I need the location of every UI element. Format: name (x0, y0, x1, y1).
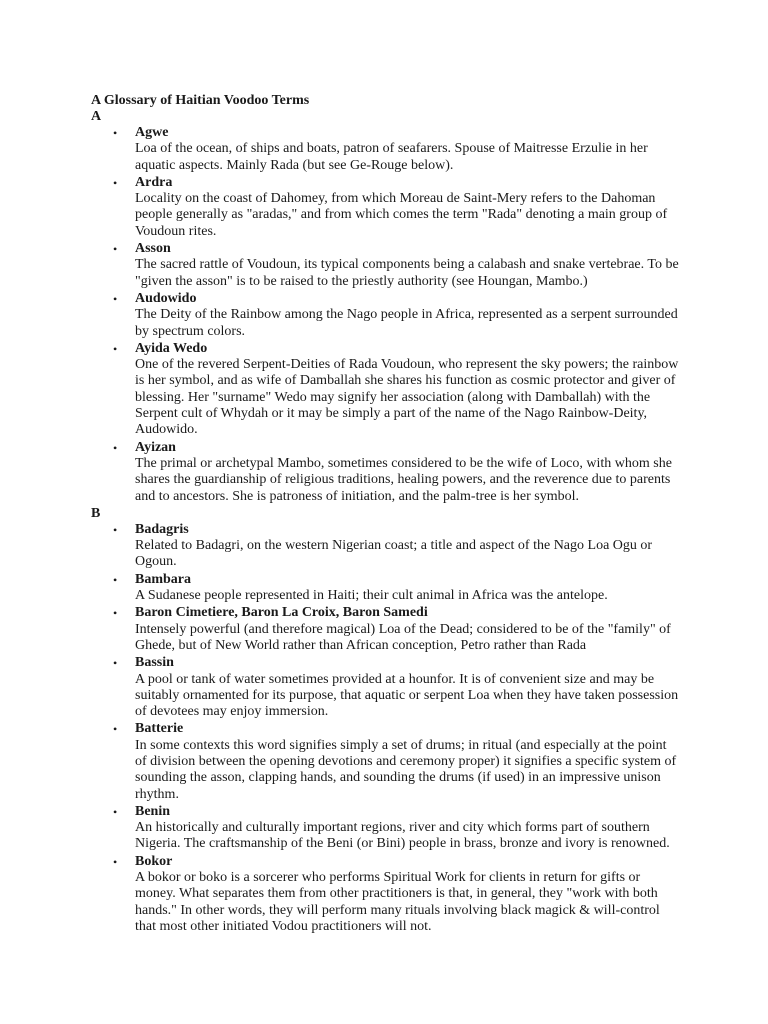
glossary-entry (91, 854, 691, 935)
document-title: A Glossary of Haitian Voodoo Terms (91, 93, 310, 108)
bullet-icon: • (113, 722, 118, 737)
entry-definition: Intensely powerful (and therefore magical) Loa of the Dead; considered to be of the "family" of Ghede, but of New World rather than African conception, Petro rather than Rada (135, 621, 671, 653)
entry-term: Batterie (135, 721, 184, 737)
glossary-section-b (91, 506, 691, 935)
entry-definition: An historically and culturally important regions, river and city which forms part of southern Nigeria. The craftsmanship of the Beni (or Bini) people in brass, bronze and ivory is renowned. (135, 820, 670, 852)
bullet-icon: • (113, 522, 118, 537)
glossary-entry (91, 241, 691, 290)
entry-term: Ayizan (135, 439, 176, 455)
entry-term: Bambara (135, 571, 191, 587)
bullet-icon: • (113, 242, 118, 257)
glossary-entry (91, 440, 691, 505)
entry-term: Agwe (135, 125, 169, 140)
bullet-icon: • (113, 440, 118, 455)
entry-term: Audowido (135, 290, 197, 306)
glossary-entry (91, 291, 691, 340)
entry-list (91, 522, 691, 935)
glossary-entry (91, 175, 691, 240)
glossary-entry (91, 341, 691, 439)
glossary-section-a (91, 109, 691, 505)
entry-term: Bokor (135, 853, 173, 869)
glossary-entry (91, 804, 691, 853)
entry-definition: The primal or archetypal Mambo, sometimes considered to be the wife of Loco, with whom she shares the guardianship of religious traditions, healing powers, and the reverence due to parents and to ancestors. She is patroness of initiation, and the palm-tree is her symbol. (135, 455, 672, 504)
entry-definition: A Sudanese people represented in Haiti; their cult animal in Africa was the antelope. (135, 588, 608, 604)
bullet-icon: • (113, 606, 118, 621)
bullet-icon: • (113, 291, 118, 306)
entry-term: Badagris (135, 521, 189, 537)
glossary-page (91, 93, 691, 936)
glossary-entry (91, 605, 691, 654)
bullet-icon: • (113, 175, 118, 190)
entry-definition: A pool or tank of water sometimes provided at a hounfor. It is of convenient size and may be suitably ornamented for its purpose, that aquatic or serpent Loa when they have taken possession of devotees may enjoy immersion. (135, 671, 679, 720)
entry-term: Baron Cimetiere, Baron La Croix, Baron Samedi (135, 605, 428, 621)
entry-definition: A bokor or boko is a sorcerer who performs Spiritual Work for clients in return for gifts or money. What separates them from other practitioners is that, in general, they "work with both hands." In other words, they will perform many rituals involving black magick & will-control that most other initiated Vodou practitioners will not. (135, 870, 660, 934)
glossary-sections (91, 109, 691, 935)
glossary-entry (91, 655, 691, 720)
bullet-icon: • (113, 656, 118, 671)
entry-definition: The sacred rattle of Voudoun, its typical components being a calabash and snake vertebrae. To be "given the asson" is to be raised to the priestly authority (see Houngan, Mambo.) (135, 257, 679, 289)
entry-definition: The Deity of the Rainbow among the Nago people in Africa, represented as a serpent surrounded by spectrum colors. (135, 307, 678, 339)
entry-term: Benin (135, 803, 171, 819)
entry-definition: Locality on the coast of Dahomey, from which Moreau de Saint-Mery refers to the Dahoman people generally as "aradas," and from which comes the term "Rada" denoting a main group of Voudoun rites. (135, 191, 668, 239)
glossary-entry (91, 572, 691, 605)
entry-list (91, 125, 691, 505)
entry-term: Ardra (135, 174, 173, 190)
entry-term: Ayida Wedo (135, 340, 208, 356)
entry-definition: Loa of the ocean, of ships and boats, patron of seafarers. Spouse of Maitresse Erzulie in her aquatic aspects. Mainly Rada (but see Ge-Rouge below). (135, 141, 648, 173)
entry-definition: In some contexts this word signifies simply a set of drums; in ritual (and especially at the point of division between the opening devotions and ceremony proper) it signifies a specific system of sounding the asson, clapping hands, and sounding the drums (if used) in an impressive unison rhythm. (135, 737, 677, 802)
bullet-icon: • (113, 341, 118, 356)
glossary-entry (91, 125, 691, 174)
entry-term: Asson (135, 241, 171, 257)
bullet-icon: • (113, 854, 118, 869)
glossary-entry (91, 522, 691, 571)
section-letter: B (91, 505, 101, 521)
section-letter: A (91, 109, 102, 124)
glossary-entry (91, 721, 691, 802)
bullet-icon: • (113, 804, 118, 819)
entry-definition: One of the revered Serpent-Deities of Rada Voudoun, who represent the sky powers; the rainbow is her symbol, and as wife of Damballah she shares his function as cosmic protector and giver of blessing. Her "surname" Wedo may signify her association (along with Damballah) with the Serpent cult of Whydah or it may be simply a part of the name of the Nago Rainbow-Deity, Audowido. (135, 357, 679, 438)
entry-term: Bassin (135, 655, 174, 671)
bullet-icon: • (113, 126, 118, 140)
entry-definition: Related to Badagri, on the western Nigerian coast; a title and aspect of the Nago Loa Ogu or Ogoun. (135, 538, 653, 570)
bullet-icon: • (113, 572, 118, 587)
